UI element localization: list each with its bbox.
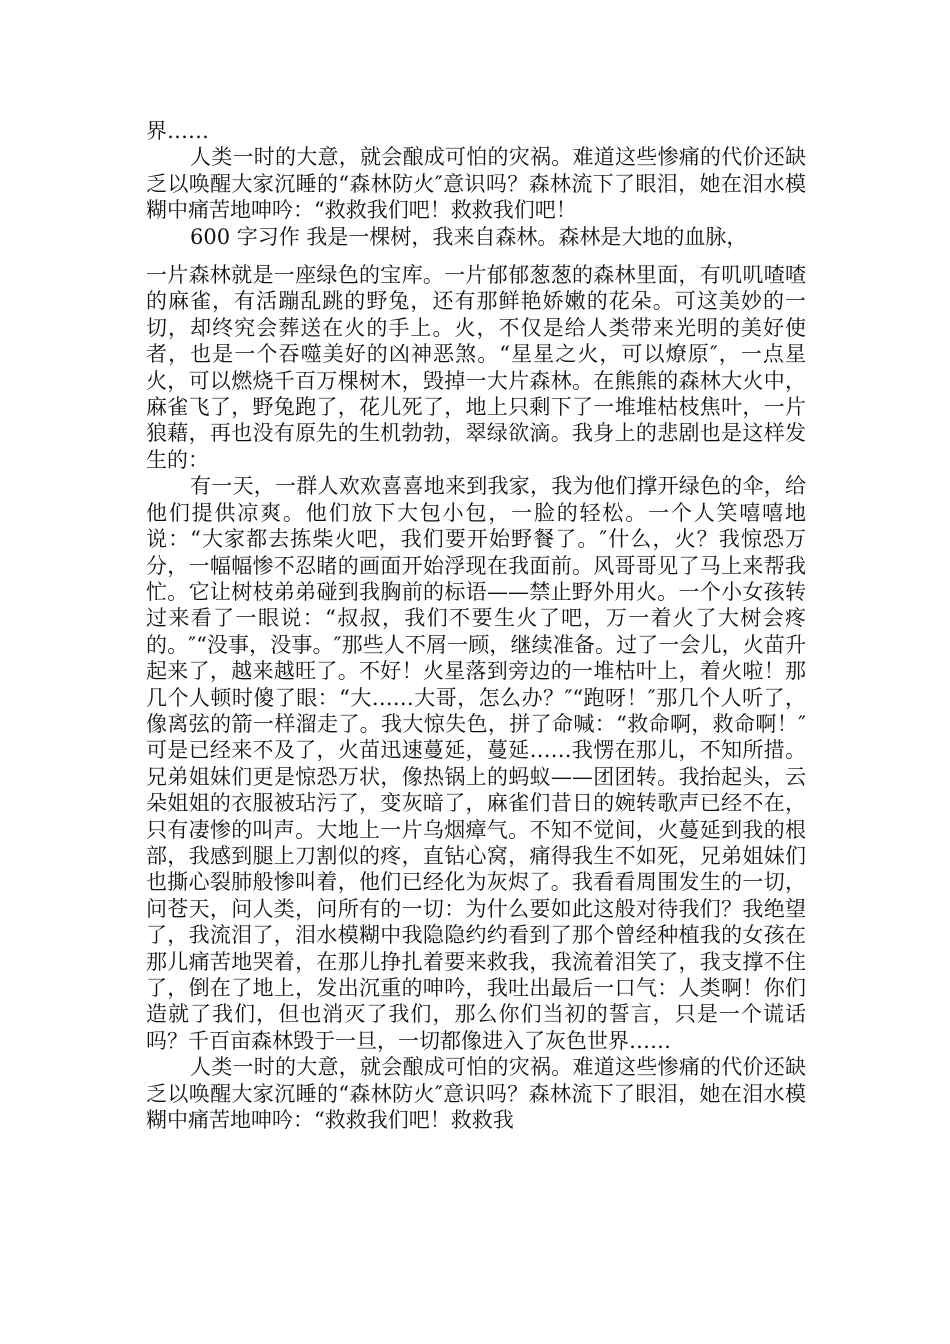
paragraph-story: 有一天，一群人欢欢喜喜地来到我家，我为他们撑开绿色的伞，给他们提供凉爽。他们放下大包小包，一脸的轻松。一个人笑嘻嘻地说：“大家都去拣柴火吧，我们要开始野餐了。″什么，火？我惊恐万分，一幅幅惨不忍睹的画面开始浮现在我面前。风哥哥见了马上来帮我忙。它让树枝弟弟碰到我胸前的标语——禁止野外用火。一个小女孩转过来看了一眼说：“叔叔，我们不要生火了吧，万一着火了大树会疼的。″“没事，没事。″那些人不屑一顾，继续准备。过了一会儿，火苗升起来了，越来越旺了。不好！火星落到旁边的一堆枯叶上，着火啦！那几个人顿时傻了眼：“大……大哥，怎么办？″“跑呀！″那几个人听了，像离弦的箭一样溜走了。我大惊失色，拼了命喊：“救命啊，救命啊！″可是已经来不及了，火苗迅速蔓延，蔓延……我愣在那儿，不知所措。兄弟姐妹们更是惊恐万状，像热锅上的蚂蚁——团团转。我抬起头，云朵姐姐的衣服被玷污了，变灰暗了，麻雀们昔日的婉转歌声已经不在，只有凄惨的叫声。大地上一片乌烟瘴气。不知不觉间，火蔓延到我的根部，我感到腿上刀割似的疼，直钻心窝，痛得我生不如死，兄弟姐妹们也撕心裂肺般惨叫着，他们已经化为灰烬了。我看看周围发生的一切，问苍天，问人类，问所有的一切：为什么要如此这般对待我们？我绝望了，我流泪了，泪水模糊中我隐隐约约看到了那个曾经种植我的女孩在那儿痛苦地哭着，在那儿挣扎着要来救我，我流着泪笑了，我支撑不住了，倒在了地上，发出沉重的呻吟，我吐出最后一口气：人类啊！你们造就了我们，但也消灭了我们，那么你们当初的誓言，只是一个谎话吗？千百亩森林毁于一旦，一切都像进入了灰色世界…… — [146, 474, 806, 1053]
paragraph-continuation: 界…… — [146, 119, 209, 143]
document-page — [146, 118, 806, 1133]
essay-title-line: 600 字习作 我是一棵树，我来自森林。森林是大地的血脉， — [190, 224, 748, 249]
paragraph-conclusion: 人类一时的大意，就会酿成可怕的灾祸。难道这些惨痛的代价还缺乏以唤醒大家沉睡的“森林防火″意识吗？森林流下了眼泪，她在泪水模糊中痛苦地呻吟：“救救我们吧！救救我们吧！ — [146, 145, 806, 223]
paragraph-conclusion-repeat: 人类一时的大意，就会酿成可怕的灾祸。难道这些惨痛的代价还缺乏以唤醒大家沉睡的“森林防火″意识吗？森林流下了眼泪，她在泪水模糊中痛苦地呻吟：“救救我们吧！救救我 — [146, 1055, 806, 1133]
paragraph-intro: 一片森林就是一座绿色的宝库。一片郁郁葱葱的森林里面，有叽叽喳喳的麻雀，有活蹦乱跳的野兔，还有那鲜艳娇嫩的花朵。可这美妙的一切，却终究会葬送在火的手上。火，不仅是给人类带来光明的美好使者，也是一个吞噬美好的凶神恶煞。“星星之火，可以燎原″，一点星火，可以燃烧千百万棵树木，毁掉一大片森林。在熊熊的森林大火中，麻雀飞了，野兔跑了，花儿死了，地上只剩下了一堆堆枯枝焦叶，一片狼藉，再也没有原先的生机勃勃，翠绿欲滴。我身上的悲剧也是这样发生的： — [146, 263, 806, 472]
